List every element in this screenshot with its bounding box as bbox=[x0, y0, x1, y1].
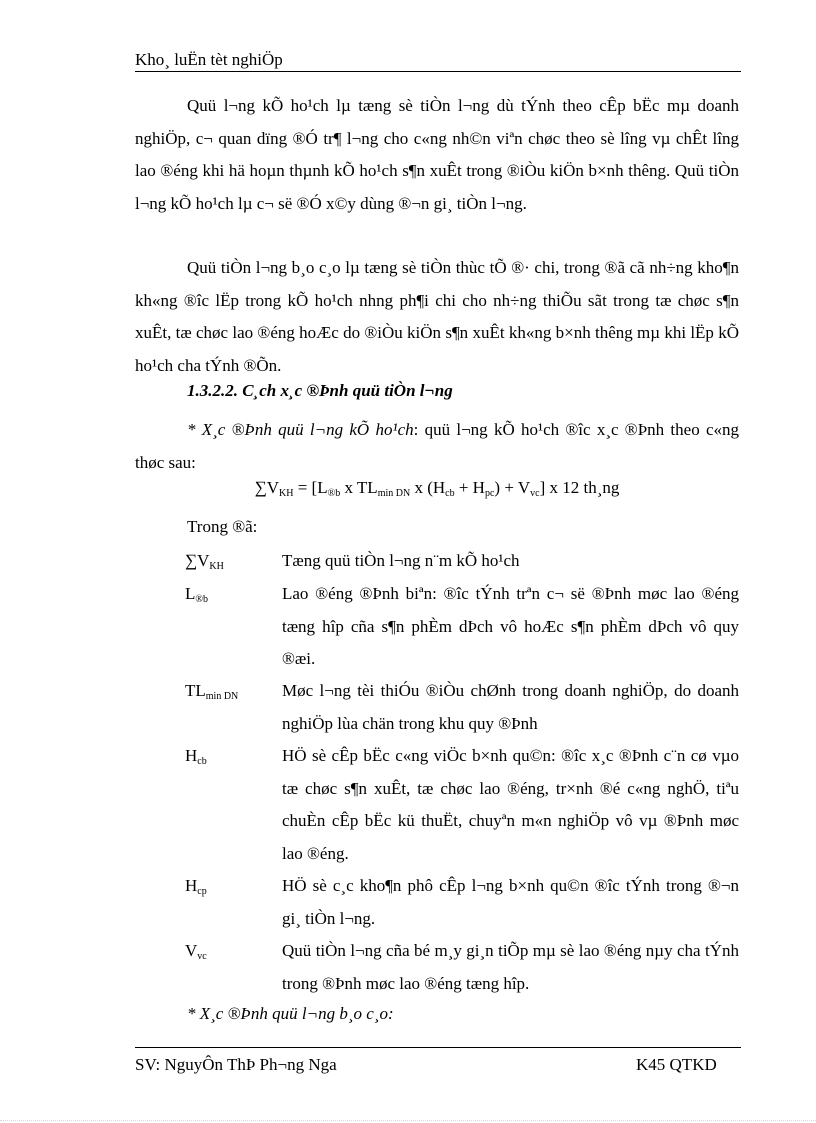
formula-tail: ] x 12 th¸ng bbox=[539, 478, 620, 497]
section-heading: 1.3.2.2. C¸ch x¸c ®Þnh quü tiÒn l¬ng bbox=[187, 381, 453, 400]
report-fund-lead: * X¸c ®Þnh quü l¬ng b¸o c¸o: bbox=[187, 1004, 394, 1023]
def-desc-hcp: HÖ sè c¸c kho¶n phô cÊp l¬ng b×nh qu©n ®îc tÝnh trong ®¬n gi¸ tiÒn l¬ng. bbox=[282, 876, 739, 928]
def-symbol-tlmin: $TL_{min DN}$ bbox=[185, 681, 239, 702]
header-rule bbox=[135, 71, 741, 72]
def-symbol-ldb: $L_{®b}$ bbox=[185, 584, 208, 605]
footer-class: K45 QTKD bbox=[636, 1055, 717, 1074]
formula-eq: = [L bbox=[293, 478, 328, 497]
def-symbol-hcb: $H_{cb}$ bbox=[185, 746, 207, 767]
formula-x2: x (H bbox=[410, 478, 446, 497]
def-symbol-total: $\sum V_{KH}$ bbox=[185, 551, 224, 572]
formula-tl-sub: min DN bbox=[377, 488, 411, 499]
def-symbol-hcp: $H_{cp}$ bbox=[185, 876, 207, 897]
def-desc-total: Tæng quü tiÒn l¬ng n¨m kÕ ho¹ch bbox=[282, 551, 520, 570]
page-header: Kho¸ luËn tèt nghiÖp bbox=[135, 50, 283, 69]
trong-do-label: Trong ®ã: bbox=[187, 517, 258, 536]
plan-fund-lead-italic: * X¸c ®Þnh quü l¬ng kÕ ho¹ch bbox=[187, 420, 414, 439]
page-edge-dots bbox=[0, 1120, 816, 1121]
paragraph-plan-fund: Quü l¬ng kÕ ho¹ch lµ tæng sè tiÒn l¬ng dù tÝnh theo cÊp bËc mµ doanh nghiÖp, c¬ quan dïng ®Ó tr¶ l¬ng cho c«ng nh©n viªn chøc theo sè lîng vµ chÊt lîng lao ®éng khi hä hoµn thµnh kÕ ho¹ch s¶n xuÊt trong ®iÒu kiÖn b×nh thêng. Quü tiÒn l¬ng kÕ ho¹ch lµ c¬ së ®Ó x©y dùng ®¬n gi¸ tiÒn l¬ng. bbox=[135, 96, 739, 213]
footer-rule bbox=[135, 1047, 741, 1048]
paragraph-report-fund: Quü tiÒn l¬ng b¸o c¸o lµ tæng sè tiÒn thùc tÕ ®· chi, trong ®ã cã nh÷ng kho¶n kh«ng ®îc lËp trong kÕ ho¹ch nhng ph¶i chi cho nh÷ng thiÕu sãt trong tæ chøc s¶n xuÊt, tæ chøc lao ®éng hoÆc do ®iÒu kiÖn s¶n xuÊt kh«ng b×nh thêng mµ khi lËp kÕ ho¹ch cha tÝnh ®Õn. bbox=[135, 258, 739, 375]
formula-plus2: ) + V bbox=[494, 478, 531, 497]
formula-x1: x TL bbox=[340, 478, 378, 497]
sigma-symbol: ∑ bbox=[254, 478, 267, 497]
formula-h1-sub: cb bbox=[445, 488, 455, 499]
formula-v2-sub: vc bbox=[530, 488, 540, 499]
formula-v-sub: KH bbox=[279, 488, 294, 499]
formula-h2-sub: pc bbox=[484, 488, 495, 499]
formula bbox=[135, 478, 739, 499]
plan-fund-lead bbox=[135, 414, 739, 479]
footer-author: SV: NguyÔn ThÞ Ph¬ng Nga bbox=[135, 1055, 337, 1074]
def-desc-tlmin: Møc l¬ng tèi thiÓu ®iÒu chØnh trong doanh nghiÖp, do doanh nghiÖp lùa chän trong khu quy ®Þnh bbox=[282, 681, 739, 733]
def-symbol-vvc: $V_{vc}$ bbox=[185, 941, 207, 962]
plan-fund-lead-rest: : quü l¬ng kÕ ho¹ch ®îc x¸c ®Þnh theo c«ng thøc sau: bbox=[135, 420, 739, 472]
formula-l-sub: ®b bbox=[327, 488, 341, 499]
def-desc-ldb: Lao ®éng ®Þnh biªn: ®îc tÝnh trªn c¬ së ®Þnh møc lao ®éng tæng hîp cña s¶n phÈm dÞch vô hoÆc s¶n phÈm dÞch vô quy ®æi. bbox=[282, 584, 739, 668]
formula-v: V bbox=[266, 478, 280, 497]
def-desc-vvc: Quü tiÒn l¬ng cña bé m¸y gi¸n tiÕp mµ sè lao ®éng nµy cha tÝnh trong ®Þnh møc lao ®éng tæng hîp. bbox=[282, 941, 739, 993]
def-desc-hcb: HÖ sè cÊp bËc c«ng viÖc b×nh qu©n: ®îc x¸c ®Þnh c¨n cø vµo tæ chøc s¶n xuÊt, tæ chøc lao ®éng, tr×nh ®é c«ng nghÖ, tiªu chuÈn cÊp bËc kü thuËt, chuyªn m«n nghiÖp vô vµ ®Þnh møc lao ®éng. bbox=[282, 746, 739, 863]
formula-plus1: + H bbox=[454, 478, 485, 497]
